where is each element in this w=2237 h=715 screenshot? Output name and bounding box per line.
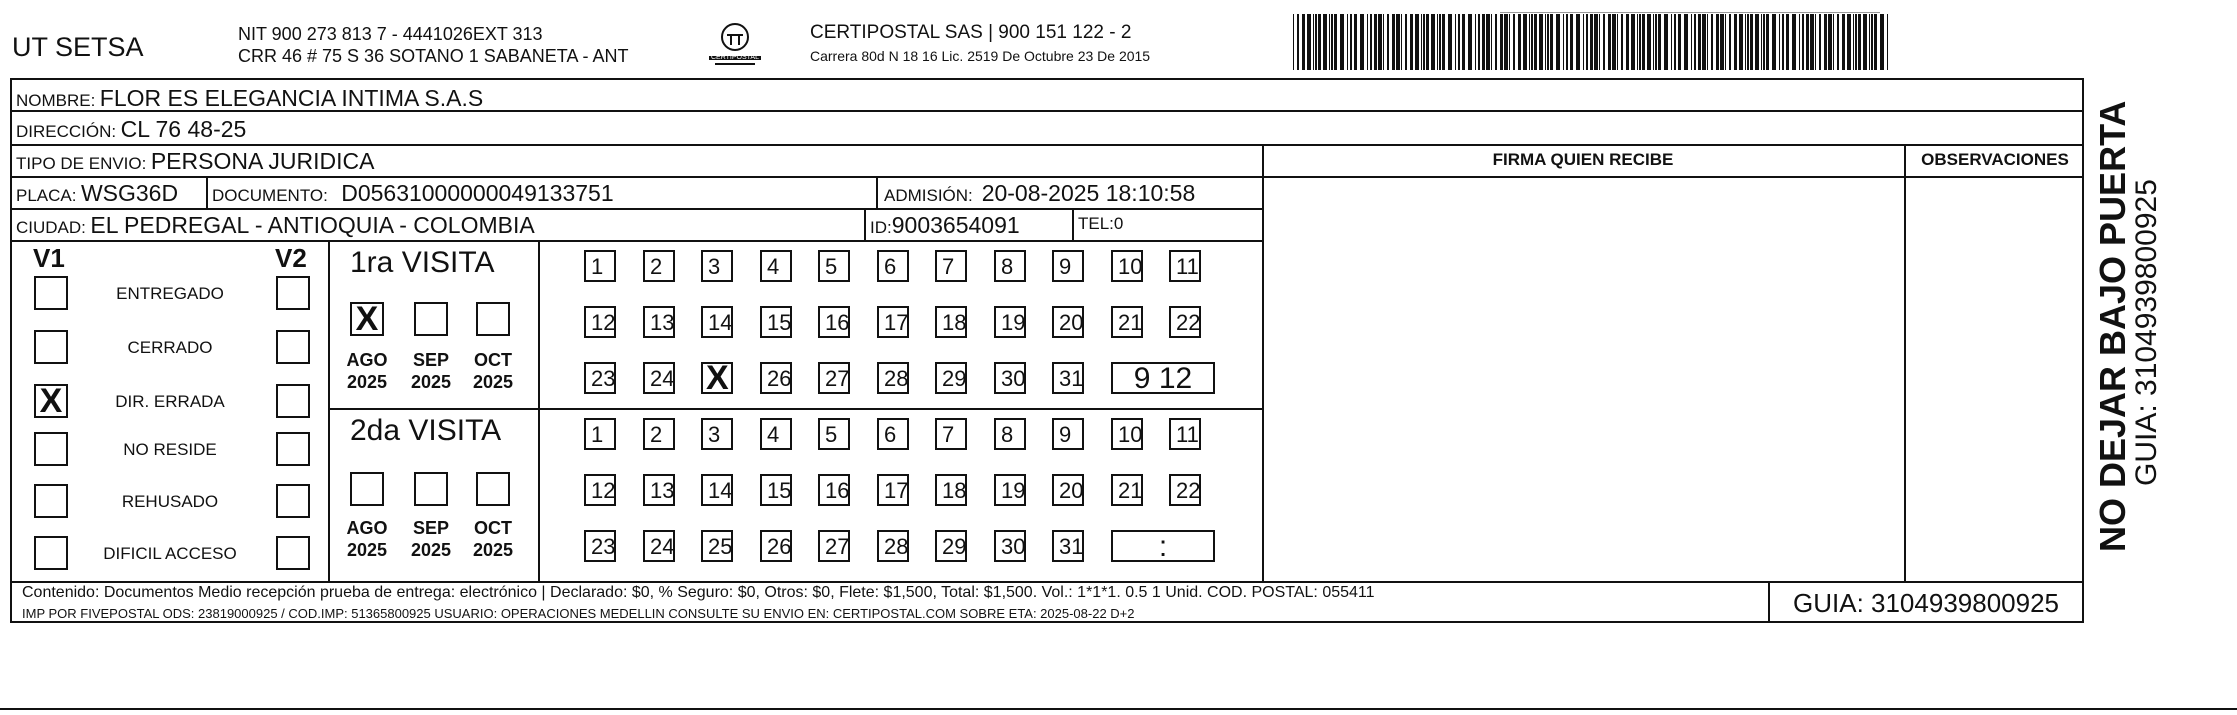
day-cell[interactable]: 27 xyxy=(818,362,850,394)
day-cell[interactable]: 24 xyxy=(643,362,675,394)
month-year: 2025 xyxy=(472,540,514,560)
v2-checkbox[interactable] xyxy=(276,276,310,310)
day-cell[interactable]: 3 xyxy=(701,418,733,450)
day-cell[interactable]: 26 xyxy=(760,362,792,394)
day-cell[interactable]: 25 xyxy=(701,530,733,562)
day-cell[interactable]: 20 xyxy=(1052,474,1084,506)
status-label: DIFICIL ACCESO xyxy=(103,544,237,563)
month-label: OCT xyxy=(474,350,512,370)
day-cell[interactable]: 10 xyxy=(1111,418,1143,450)
address-line: CRR 46 # 75 S 36 SOTANO 1 SABANETA - ANT xyxy=(238,46,629,66)
day-cell[interactable]: 14 xyxy=(701,306,733,338)
nombre-value: FLOR ES ELEGANCIA INTIMA S.A.S xyxy=(99,85,484,111)
tipo-label: TIPO DE ENVIO: xyxy=(16,154,147,173)
direccion-label: DIRECCIÓN: xyxy=(16,122,117,141)
day-cell[interactable]: 21 xyxy=(1111,474,1143,506)
day-cell[interactable]: 17 xyxy=(877,474,909,506)
day-cell[interactable]: 28 xyxy=(877,530,909,562)
v2-checkbox[interactable] xyxy=(276,536,310,570)
day-cell[interactable]: 11 xyxy=(1169,250,1201,282)
observaciones-area[interactable] xyxy=(1906,178,2082,579)
side-warning: NO DEJAR BAJO PUERTA xyxy=(2092,100,2133,552)
v2-checkbox[interactable] xyxy=(276,484,310,518)
day-cell[interactable]: 30 xyxy=(994,530,1026,562)
day-cell[interactable]: 23 xyxy=(584,362,616,394)
v1-checkbox[interactable] xyxy=(34,484,68,518)
month-label: SEP xyxy=(412,518,450,538)
day-cell[interactable]: 3 xyxy=(701,250,733,282)
day-cell[interactable]: 13 xyxy=(643,474,675,506)
day-cell[interactable]: 2 xyxy=(643,418,675,450)
certipostal-logo-icon xyxy=(705,20,765,68)
status-label: NO RESIDE xyxy=(123,440,217,459)
day-cell[interactable]: 5 xyxy=(818,250,850,282)
direccion-value: CL 76 48-25 xyxy=(120,116,247,142)
v1-checkbox[interactable] xyxy=(34,276,68,310)
v2-label: V2 xyxy=(275,243,307,273)
signature-area[interactable] xyxy=(1264,178,1902,579)
admision-value: 20-08-2025 18:10:58 xyxy=(981,180,1196,206)
status-label: DIR. ERRADA xyxy=(115,392,225,411)
visit1-title: 1ra VISITA xyxy=(350,246,495,279)
day-cell[interactable]: 9 xyxy=(1052,418,1084,450)
ciudad-value: EL PEDREGAL - ANTIOQUIA - COLOMBIA xyxy=(90,212,535,238)
tipo-value: PERSONA JURIDICA xyxy=(150,148,375,174)
day-cell[interactable]: 27 xyxy=(818,530,850,562)
day-cell[interactable]: 19 xyxy=(994,474,1026,506)
day-cell[interactable]: 5 xyxy=(818,418,850,450)
day-cell[interactable]: 22 xyxy=(1169,474,1201,506)
day-cell[interactable]: 13 xyxy=(643,306,675,338)
side-guia: GUIA: 3104939800925 xyxy=(2130,179,2163,486)
status-label: CERRADO xyxy=(127,338,213,357)
day-cell[interactable]: 18 xyxy=(935,474,967,506)
status-label: ENTREGADO xyxy=(116,284,224,303)
day-cell[interactable]: 15 xyxy=(760,306,792,338)
day-cell[interactable]: 16 xyxy=(818,474,850,506)
month-checkbox[interactable]: X xyxy=(350,302,384,336)
day-cell[interactable]: 4 xyxy=(760,250,792,282)
placa-value: WSG36D xyxy=(80,180,179,206)
day-cell[interactable]: 21 xyxy=(1111,306,1143,338)
day-cell[interactable]: 29 xyxy=(935,530,967,562)
month-year: 2025 xyxy=(410,540,452,560)
day-cell[interactable]: 6 xyxy=(877,418,909,450)
day-cell[interactable]: 11 xyxy=(1169,418,1201,450)
day-cell[interactable]: 2 xyxy=(643,250,675,282)
v1-checkbox[interactable] xyxy=(34,330,68,364)
day-cell[interactable]: 22 xyxy=(1169,306,1201,338)
id-label: ID: xyxy=(870,218,892,237)
day-cell[interactable]: 1 xyxy=(584,418,616,450)
admision-label: ADMISIÓN: xyxy=(884,186,973,205)
day-cell[interactable]: 10 xyxy=(1111,250,1143,282)
month-label: AGO xyxy=(346,518,388,538)
month-checkbox[interactable] xyxy=(414,302,448,336)
month-label: OCT xyxy=(474,518,512,538)
id-value: 9003654091 xyxy=(891,212,1020,238)
day-cell[interactable]: 7 xyxy=(935,250,967,282)
day-cell[interactable]: 17 xyxy=(877,306,909,338)
documento-label: DOCUMENTO: xyxy=(212,186,328,205)
day-cell[interactable]: 8 xyxy=(994,418,1026,450)
month-label: SEP xyxy=(412,350,450,370)
month-checkbox[interactable] xyxy=(476,472,510,506)
v1-checkbox[interactable] xyxy=(34,432,68,466)
tel-label: TEL: xyxy=(1078,214,1114,233)
v1-checkbox[interactable]: X xyxy=(34,384,68,418)
day-cell[interactable]: 18 xyxy=(935,306,967,338)
day-cell[interactable]: 31 xyxy=(1052,530,1084,562)
day-cell[interactable]: 30 xyxy=(994,362,1026,394)
certipostal-line: CERTIPOSTAL SAS | 900 151 122 - 2 xyxy=(810,22,1132,43)
day-cell[interactable]: 26 xyxy=(760,530,792,562)
day-cell[interactable]: 1 xyxy=(584,250,616,282)
day-cell[interactable]: 29 xyxy=(935,362,967,394)
documento-value: D05631000000049133751 xyxy=(341,180,614,206)
day-cell[interactable]: 7 xyxy=(935,418,967,450)
certipostal-license: Carrera 80d N 18 16 Lic. 2519 De Octubre 23 De 2015 xyxy=(810,48,1151,64)
month-checkbox[interactable] xyxy=(476,302,510,336)
time-field[interactable]: : xyxy=(1111,530,1215,562)
day-cell[interactable]: 20 xyxy=(1052,306,1084,338)
day-cell[interactable]: 24 xyxy=(643,530,675,562)
footer-contenido: Contenido: Documentos Medio recepción prueba de entrega: electrónico | Declarado: $0, % Seguro: $0, Otros: $0, Flete: $1,500, Total: $1,500. Vol.: 1*1*1. 0.5 1 Unid. COD. POSTAL: 055411 xyxy=(22,584,1375,601)
barcode xyxy=(1293,14,1890,70)
month-year: 2025 xyxy=(346,540,388,560)
time-field[interactable]: 9 12 xyxy=(1111,362,1215,394)
month-label: AGO xyxy=(346,350,388,370)
v2-checkbox[interactable] xyxy=(276,384,310,418)
company-name: UT SETSA xyxy=(12,32,144,62)
visit2-title: 2da VISITA xyxy=(350,414,502,447)
day-cell[interactable]: 9 xyxy=(1052,250,1084,282)
month-year: 2025 xyxy=(472,372,514,392)
day-cell[interactable]: 12 xyxy=(584,306,616,338)
nit-line: NIT 900 273 813 7 - 4441026EXT 313 xyxy=(238,24,543,44)
day-cell[interactable]: 4 xyxy=(760,418,792,450)
day-cell[interactable]: 6 xyxy=(877,250,909,282)
day-cell[interactable]: 14 xyxy=(701,474,733,506)
nombre-label: NOMBRE: xyxy=(16,91,96,110)
month-year: 2025 xyxy=(410,372,452,392)
day-cell[interactable]: 28 xyxy=(877,362,909,394)
v1-checkbox[interactable] xyxy=(34,536,68,570)
month-checkbox[interactable] xyxy=(350,472,384,506)
day-cell[interactable]: 12 xyxy=(584,474,616,506)
tel-value: 0 xyxy=(1113,214,1124,233)
month-checkbox[interactable] xyxy=(414,472,448,506)
v2-checkbox[interactable] xyxy=(276,432,310,466)
v1-label: V1 xyxy=(33,243,65,273)
day-cell[interactable]: 19 xyxy=(994,306,1026,338)
ciudad-label: CIUDAD: xyxy=(16,218,86,237)
footer-imp: IMP POR FIVEPOSTAL ODS: 23819000925 / COD.IMP: 51365800925 USUARIO: OPERACIONES MEDELLIN CONSULTE SU ENVIO EN: CERTIPOSTAL.COM SOBRE ETA: 2025-08-22 D+2 xyxy=(22,606,1135,621)
placa-label: PLACA: xyxy=(16,186,77,205)
status-label: REHUSADO xyxy=(121,492,219,511)
day-cell[interactable]: 15 xyxy=(760,474,792,506)
firma-label: FIRMA QUIEN RECIBE xyxy=(1492,150,1674,169)
day-cell[interactable]: 8 xyxy=(994,250,1026,282)
day-cell[interactable]: 23 xyxy=(584,530,616,562)
observaciones-label: OBSERVACIONES xyxy=(1921,150,2069,169)
day-cell[interactable]: 31 xyxy=(1052,362,1084,394)
footer-guia: GUIA: 3104939800925 xyxy=(1793,588,2059,618)
month-year: 2025 xyxy=(346,372,388,392)
day-cell[interactable]: 16 xyxy=(818,306,850,338)
logo-text: CERTIPOSTAL xyxy=(711,54,759,61)
v2-checkbox[interactable] xyxy=(276,330,310,364)
day-cell-marked[interactable]: X xyxy=(701,362,733,394)
